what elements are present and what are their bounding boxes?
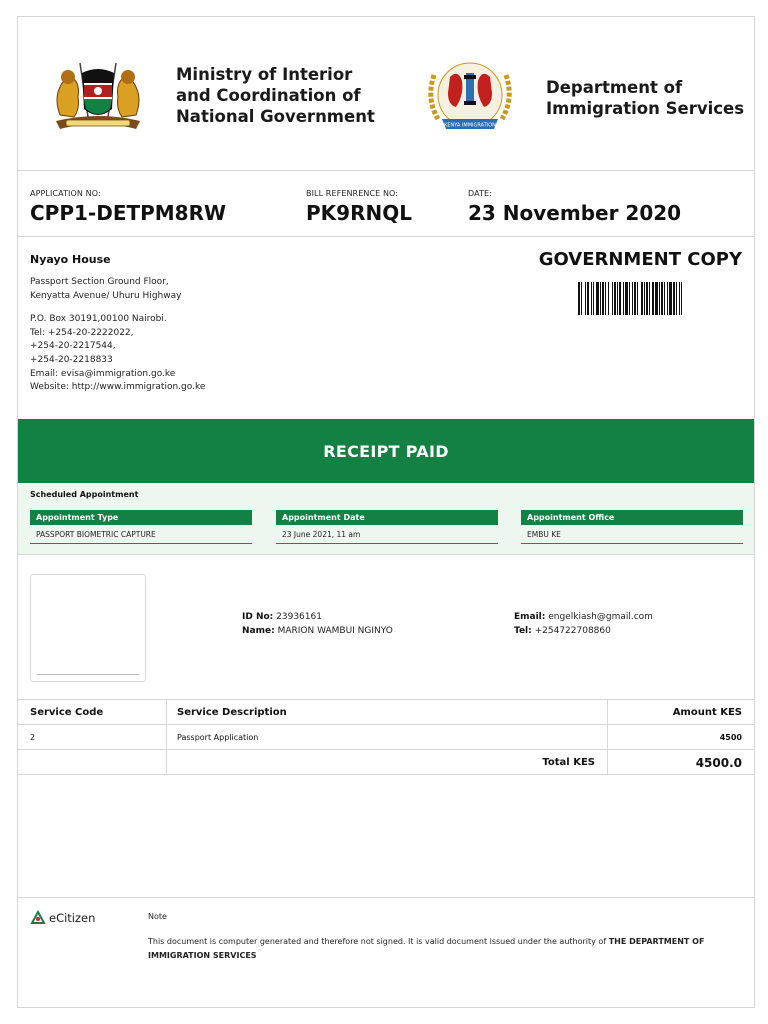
receipt-document [17,16,755,1008]
total-row [18,750,754,775]
applicant-contact: Email: engelkiash@gmail.com Tel: +254722708860 [514,612,653,636]
services-table [18,699,754,775]
office-contacts: P.O. Box 30191,00100 Nairobi. Tel: +254-20-2222022, +254-20-2217544, +254-20-2218833 Email: evisa@immigration.go.ke Website: http://www.immigration.go.ke [30,314,206,393]
service-code: 2 [30,733,36,742]
total-label: Total KES [166,750,607,775]
column-header-code: Service Code [30,707,104,718]
application-number: CPP1-DETPM8RW [30,201,227,225]
ministry-name: Ministry of Interior and Coordination of National Government [176,64,375,126]
barcode-icon [578,282,736,315]
application-details-row [18,171,754,237]
scheduled-appointment [18,483,754,555]
appointment-date: Appointment Date 23 June 2021, 11 am [276,510,498,544]
appointment-type: Appointment Type PASSPORT BIOMETRIC CAPTURE [30,510,252,544]
applicant-tel: +254722708860 [534,626,611,636]
ministry-block [50,55,375,135]
receipt-date: 23 November 2020 [468,201,682,225]
total-amount: 4500.0 [607,750,754,775]
office-address [30,253,390,395]
immigration-badge-text: KENYA IMMIGRATION [444,122,496,129]
office-location: Passport Section Ground Floor, Kenyatta Avenue/ Uhuru Highway [30,277,182,301]
service-description: Passport Application [166,725,607,750]
table-row [18,725,754,750]
note-label: Note [148,912,167,921]
service-amount: 4500 [607,725,754,750]
note-text: This document is computer generated and therefore not signed. It is valid document issued under the authority of THE DEPARTMENT OF IMMIGRATION SERVICES [148,937,705,960]
receipt-status-banner: RECEIPT PAID [18,419,754,483]
date-field: DATE: 23 November 2020 [468,189,682,225]
applicant-id: 23936161 [276,612,322,622]
office-name: Nyayo House [30,253,111,266]
bill-reference-field: BILL REFENRENCE NO: PK9RNQL [306,189,412,225]
kenya-immigration-emblem-icon [420,55,520,141]
copy-label: GOVERNMENT COPY [538,249,742,270]
column-header-description: Service Description [166,700,607,725]
document-footer [18,897,754,1007]
ecitizen-icon [30,910,46,926]
applicant-identity: ID No: 23936161 Name: MARION WAMBUI NGINYO [242,612,393,636]
appointment-office: Appointment Office EMBU KE [521,510,743,544]
kenya-coat-of-arms-icon [50,55,146,135]
application-number-field: APPLICATION NO: CPP1-DETPM8RW [30,189,227,225]
bill-reference-number: PK9RNQL [306,201,412,225]
department-name: Department of Immigration Services [546,78,745,118]
department-block [420,55,744,141]
document-header [18,17,754,171]
column-header-amount: Amount KES [607,700,754,725]
appointment-section-title: Scheduled Appointment [30,490,139,499]
applicant-email: engelkiash@gmail.com [548,612,653,622]
applicant-name: MARION WAMBUI NGINYO [277,626,393,636]
ecitizen-logo: eCitizen [30,910,95,926]
applicant-photo-placeholder [30,574,146,682]
table-header-row [18,700,754,725]
